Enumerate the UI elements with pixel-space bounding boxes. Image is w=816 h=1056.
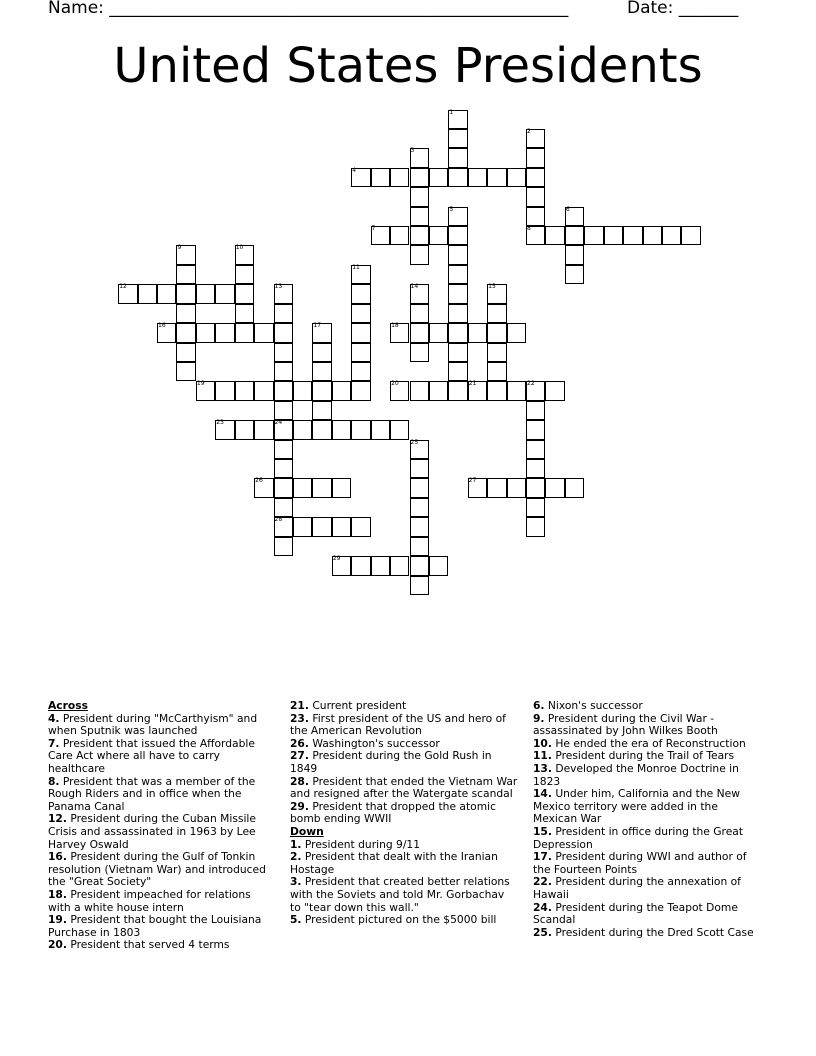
- clue-item: [290, 750, 518, 775]
- grid-cell[interactable]: [274, 537, 293, 556]
- grid-cell[interactable]: [410, 245, 429, 264]
- clue-number: 27.: [290, 749, 309, 763]
- grid-cell[interactable]: [429, 226, 448, 245]
- clue-text: President pictured on the $5000 bill: [301, 913, 497, 927]
- clue-number: 3.: [290, 875, 302, 889]
- clue-number: 1.: [290, 837, 302, 851]
- grid-cell[interactable]: [371, 556, 390, 575]
- clue-number: 20.: [48, 938, 67, 952]
- clue-column-1: [48, 700, 276, 952]
- grid-cell[interactable]: [332, 517, 351, 536]
- clue-item: [533, 826, 765, 851]
- grid-cell[interactable]: [351, 420, 370, 439]
- grid-cell[interactable]: [351, 362, 370, 381]
- clue-item: [48, 914, 276, 939]
- clue-text: Under him, California and the New Mexico territory were added in the Mexican War: [533, 787, 740, 826]
- clue-number: 7.: [48, 736, 60, 750]
- clue-number: 4.: [48, 711, 60, 725]
- clue-number: 23.: [290, 711, 309, 725]
- grid-cell[interactable]: [351, 323, 370, 342]
- grid-cell[interactable]: [351, 284, 370, 303]
- clue-number-label: 22: [527, 380, 535, 388]
- clue-text: President that ended the Vietnam War and resigned after the Watergate scandal: [290, 774, 518, 801]
- grid-cell[interactable]: [429, 556, 448, 575]
- grid-cell[interactable]: [468, 323, 487, 342]
- clue-number-label: 8: [527, 225, 531, 233]
- clue-text: President impeached for relations with a white house intern: [48, 887, 251, 914]
- grid-cell[interactable]: [274, 304, 293, 323]
- clue-number-label: 28: [274, 516, 283, 524]
- grid-cell[interactable]: [526, 459, 545, 478]
- grid-cell[interactable]: [448, 343, 467, 362]
- clue-number-label: 5: [449, 205, 454, 213]
- clue-text: President during the Civil War - assassinated by John Wilkes Booth: [533, 711, 718, 738]
- clue-text: President during WWI and author of the Fourteen Points: [533, 850, 747, 876]
- grid-cell[interactable]: [448, 362, 467, 381]
- clue-item: [48, 713, 276, 738]
- clue-number-label: 9: [177, 244, 182, 252]
- clue-number-label: 23: [216, 419, 224, 427]
- grid-cell[interactable]: [254, 323, 273, 342]
- clue-item: [48, 813, 276, 851]
- grid-cell[interactable]: [507, 478, 526, 497]
- grid-cell[interactable]: [312, 517, 331, 536]
- grid-cell[interactable]: [487, 343, 506, 362]
- clue-item: [290, 713, 518, 738]
- clue-number: 25.: [533, 925, 552, 939]
- grid-cell[interactable]: [215, 381, 234, 400]
- clue-text: President that was a member of the Rough Riders and in office when the Panama Canal: [48, 774, 256, 813]
- grid-cell[interactable]: [274, 478, 293, 497]
- clue-number: 6.: [533, 699, 545, 712]
- grid-cell[interactable]: [565, 245, 584, 264]
- clue-item: [290, 851, 518, 876]
- clue-number: 14.: [533, 787, 552, 801]
- clue-item: [533, 713, 765, 738]
- clue-number-label: 4: [352, 166, 357, 174]
- grid-cell[interactable]: [448, 323, 467, 342]
- clue-item: [533, 851, 765, 876]
- grid-cell[interactable]: [390, 556, 409, 575]
- grid-cell[interactable]: [312, 343, 331, 362]
- clue-text: President during the Dred Scott Case: [551, 925, 754, 939]
- grid-cell[interactable]: [584, 226, 603, 245]
- clue-number-label: 6: [565, 205, 570, 213]
- clue-number: 16.: [48, 850, 67, 864]
- grid-cell[interactable]: [487, 478, 506, 497]
- clue-number-label: 2: [527, 127, 531, 135]
- clue-item: [533, 876, 765, 901]
- grid-cell[interactable]: [448, 226, 467, 245]
- grid-cell[interactable]: [448, 265, 467, 284]
- grid-cell[interactable]: [526, 440, 545, 459]
- grid-cell[interactable]: [235, 265, 254, 284]
- grid-cell[interactable]: [176, 343, 195, 362]
- clue-number: 9.: [533, 711, 545, 725]
- grid-cell[interactable]: [507, 168, 526, 187]
- grid-cell[interactable]: [351, 343, 370, 362]
- clue-number-label: 26: [255, 477, 263, 485]
- grid-cell[interactable]: [235, 381, 254, 400]
- clue-item: [290, 776, 518, 801]
- grid-cell[interactable]: [390, 420, 409, 439]
- grid-cell[interactable]: [410, 478, 429, 497]
- grid-cell[interactable]: [410, 343, 429, 362]
- grid-cell[interactable]: [526, 168, 545, 187]
- grid-cell[interactable]: [176, 362, 195, 381]
- clue-text: Developed the Monroe Doctrine in 1823: [533, 761, 739, 788]
- grid-cell[interactable]: [312, 362, 331, 381]
- clue-text: President that issued the Affordable Care Act where all have to carry healthcare: [48, 736, 255, 775]
- across-clue-list-continued: [290, 700, 518, 826]
- grid-cell[interactable]: [410, 517, 429, 536]
- grid-cell[interactable]: [157, 284, 176, 303]
- grid-cell[interactable]: [545, 478, 564, 497]
- grid-cell[interactable]: [448, 381, 467, 400]
- grid-cell[interactable]: [487, 381, 506, 400]
- grid-cell[interactable]: [448, 304, 467, 323]
- grid-cell[interactable]: [312, 420, 331, 439]
- clue-text: President that dealt with the Iranian Hostage: [290, 850, 498, 876]
- grid-cell[interactable]: [312, 401, 331, 420]
- grid-cell[interactable]: [662, 226, 681, 245]
- clue-text: President that bought the Louisiana Purchase in 1803: [48, 913, 262, 939]
- grid-cell[interactable]: [254, 381, 273, 400]
- date-field[interactable]: Date: _______: [627, 0, 739, 18]
- clue-number: 17.: [533, 850, 552, 864]
- clue-text: Current president: [308, 699, 407, 712]
- grid-cell[interactable]: [176, 284, 195, 303]
- grid-cell[interactable]: [526, 148, 545, 167]
- clue-item: [533, 788, 765, 826]
- grid-cell[interactable]: [487, 323, 506, 342]
- clue-number-label: 1: [449, 108, 454, 116]
- grid-cell[interactable]: [235, 323, 254, 342]
- clue-number: 22.: [533, 875, 552, 889]
- grid-cell[interactable]: [196, 284, 215, 303]
- clue-item: [48, 889, 276, 914]
- clue-number: 26.: [290, 736, 309, 750]
- grid-cell[interactable]: [410, 304, 429, 323]
- clue-number-label: 16: [158, 322, 166, 330]
- grid-cell[interactable]: [351, 381, 370, 400]
- clue-number-label: 11: [352, 263, 360, 271]
- clue-item: [533, 902, 765, 927]
- grid-cell[interactable]: [196, 323, 215, 342]
- clue-item: [48, 738, 276, 776]
- grid-cell[interactable]: [351, 517, 370, 536]
- grid-cell[interactable]: [526, 498, 545, 517]
- clue-text: President that created better relations with the Soviets and told Mr. Gorbachav to "tear down this wall.": [290, 875, 510, 914]
- grid-cell[interactable]: [351, 556, 370, 575]
- clue-number-label: 20: [391, 380, 399, 388]
- grid-cell[interactable]: [507, 323, 526, 342]
- grid-cell[interactable]: [468, 168, 487, 187]
- grid-cell[interactable]: [293, 517, 312, 536]
- clue-item: [290, 914, 518, 927]
- clue-number-label: 29: [332, 555, 341, 563]
- grid-cell[interactable]: [293, 478, 312, 497]
- grid-cell[interactable]: [274, 362, 293, 381]
- grid-cell[interactable]: [448, 129, 467, 148]
- grid-cell[interactable]: [176, 265, 195, 284]
- down-heading: Down: [290, 824, 324, 838]
- grid-cell[interactable]: [274, 440, 293, 459]
- clue-text: Nixon's successor: [544, 699, 643, 712]
- clue-number: 5.: [290, 913, 302, 927]
- clue-number-label: 7: [371, 225, 376, 233]
- clue-number: 13.: [533, 761, 552, 775]
- clue-number: 8.: [48, 774, 60, 788]
- grid-cell[interactable]: [604, 226, 623, 245]
- grid-cell[interactable]: [526, 517, 545, 536]
- grid-cell[interactable]: [565, 478, 584, 497]
- across-heading: Across: [48, 699, 88, 712]
- grid-cell[interactable]: [235, 284, 254, 303]
- clue-text: President during 9/11: [301, 837, 421, 851]
- grid-cell[interactable]: [545, 226, 564, 245]
- grid-cell[interactable]: [487, 304, 506, 323]
- grid-cell[interactable]: [487, 362, 506, 381]
- clue-number-label: 10: [235, 244, 244, 252]
- clue-number-label: 14: [410, 283, 419, 291]
- clue-text: President in office during the Great Depression: [533, 824, 744, 851]
- clue-number-label: 24: [274, 419, 283, 427]
- clue-text: President during the Gold Rush in 1849: [290, 749, 492, 775]
- grid-cell[interactable]: [138, 284, 157, 303]
- grid-cell[interactable]: [410, 207, 429, 226]
- grid-cell[interactable]: [643, 226, 662, 245]
- grid-cell[interactable]: [274, 401, 293, 420]
- grid-cell[interactable]: [215, 284, 234, 303]
- page-title: United States Presidents: [113, 38, 703, 94]
- grid-cell[interactable]: [623, 226, 642, 245]
- clue-number-label: 17: [313, 322, 322, 330]
- grid-cell[interactable]: [410, 381, 429, 400]
- grid-cell[interactable]: [565, 226, 584, 245]
- clue-number: 18.: [48, 887, 67, 901]
- clue-item: [48, 776, 276, 814]
- grid-cell[interactable]: [293, 381, 312, 400]
- grid-cell[interactable]: [390, 226, 409, 245]
- name-field[interactable]: Name: ______________________________________________________: [48, 0, 569, 18]
- clue-text: President during the Trail of Tears: [551, 749, 735, 763]
- grid-cell[interactable]: [410, 187, 429, 206]
- grid-cell[interactable]: [429, 168, 448, 187]
- grid-cell[interactable]: [332, 381, 351, 400]
- clue-number-label: 12: [119, 283, 127, 291]
- clue-number: 21.: [290, 699, 309, 712]
- clue-text: President during the Cuban Missile Crisis and assassinated in 1963 by Lee Harvey Oswald: [48, 812, 256, 851]
- grid-cell[interactable]: [507, 381, 526, 400]
- grid-cell[interactable]: [545, 381, 564, 400]
- grid-cell[interactable]: [351, 304, 370, 323]
- grid-cell[interactable]: [410, 168, 429, 187]
- grid-cell[interactable]: [235, 420, 254, 439]
- clue-text: President during the Gulf of Tonkin resolution (Vietnam War) and introduced the "Great Society": [48, 850, 266, 889]
- down-clue-list-continued: [533, 700, 765, 939]
- grid-cell[interactable]: [215, 323, 234, 342]
- clue-number: 15.: [533, 824, 552, 838]
- clue-number: 28.: [290, 774, 309, 788]
- grid-cell[interactable]: [274, 381, 293, 400]
- grid-cell[interactable]: [487, 168, 506, 187]
- grid-cell[interactable]: [429, 381, 448, 400]
- grid-cell[interactable]: [526, 187, 545, 206]
- clue-number-label: 15: [488, 283, 496, 291]
- grid-cell[interactable]: [254, 420, 273, 439]
- clue-number: 11.: [533, 749, 552, 763]
- grid-cell[interactable]: [681, 226, 700, 245]
- grid-cell[interactable]: [176, 323, 195, 342]
- grid-cell[interactable]: [410, 537, 429, 556]
- clue-number-label: 21: [468, 380, 477, 388]
- clue-item: [290, 801, 518, 826]
- grid-cell[interactable]: [448, 284, 467, 303]
- clue-text: He ended the era of Reconstruction: [551, 736, 746, 750]
- clue-number-label: 13: [274, 283, 283, 291]
- clue-item: [48, 939, 276, 952]
- clue-text: President during the Teapot Dome Scandal: [533, 900, 738, 927]
- clue-number: 19.: [48, 913, 67, 927]
- grid-cell[interactable]: [235, 304, 254, 323]
- clue-text: President during the annexation of Hawaii: [533, 875, 741, 901]
- grid-cell[interactable]: [448, 168, 467, 187]
- grid-cell[interactable]: [410, 459, 429, 478]
- grid-cell[interactable]: [565, 265, 584, 284]
- grid-cell[interactable]: [274, 323, 293, 342]
- grid-cell[interactable]: [274, 498, 293, 517]
- clue-number: 24.: [533, 900, 552, 914]
- clue-text: President that served 4 terms: [66, 938, 230, 952]
- clue-number: 10.: [533, 736, 552, 750]
- grid-cell[interactable]: [526, 478, 545, 497]
- grid-cell[interactable]: [526, 207, 545, 226]
- grid-cell[interactable]: [448, 148, 467, 167]
- grid-cell[interactable]: [390, 168, 409, 187]
- clue-number-label: 3: [410, 147, 415, 155]
- clue-column-2: [290, 700, 518, 927]
- clue-number: 29.: [290, 799, 309, 813]
- clue-column-3: [533, 700, 765, 939]
- clue-number-label: 27: [468, 477, 477, 485]
- clue-number: 2.: [290, 850, 302, 864]
- grid-cell[interactable]: [371, 168, 390, 187]
- clue-text: President during "McCarthyism" and when Sputnik was launched: [48, 711, 258, 738]
- grid-cell[interactable]: [332, 420, 351, 439]
- grid-cell[interactable]: [410, 323, 429, 342]
- grid-cell[interactable]: [410, 556, 429, 575]
- clue-item: [533, 927, 765, 940]
- grid-cell[interactable]: [371, 420, 390, 439]
- clue-item: [533, 763, 765, 788]
- grid-cell[interactable]: [274, 343, 293, 362]
- grid-cell[interactable]: [312, 381, 331, 400]
- clue-text: First president of the US and hero of the American Revolution: [290, 711, 506, 738]
- clue-text: Washington's successor: [308, 736, 440, 750]
- grid-cell[interactable]: [410, 576, 429, 595]
- grid-cell[interactable]: [429, 323, 448, 342]
- grid-cell[interactable]: [312, 478, 331, 497]
- clue-item: [48, 851, 276, 889]
- clue-number-label: 25: [410, 438, 419, 446]
- grid-cell[interactable]: [293, 420, 312, 439]
- clue-text: President that dropped the atomic bomb ending WWII: [290, 799, 496, 826]
- clue-number-label: 18: [391, 322, 399, 330]
- clue-item: [290, 876, 518, 914]
- grid-cell[interactable]: [410, 498, 429, 517]
- down-clue-list: [290, 839, 518, 927]
- grid-cell[interactable]: [332, 478, 351, 497]
- grid-cell[interactable]: [410, 226, 429, 245]
- across-clue-list: [48, 713, 276, 952]
- grid-cell[interactable]: [448, 245, 467, 264]
- clue-number: 12.: [48, 812, 67, 826]
- grid-cell[interactable]: [526, 420, 545, 439]
- grid-cell[interactable]: [274, 459, 293, 478]
- clue-number-label: 19: [196, 380, 205, 388]
- grid-cell[interactable]: [526, 401, 545, 420]
- grid-cell[interactable]: [176, 304, 195, 323]
